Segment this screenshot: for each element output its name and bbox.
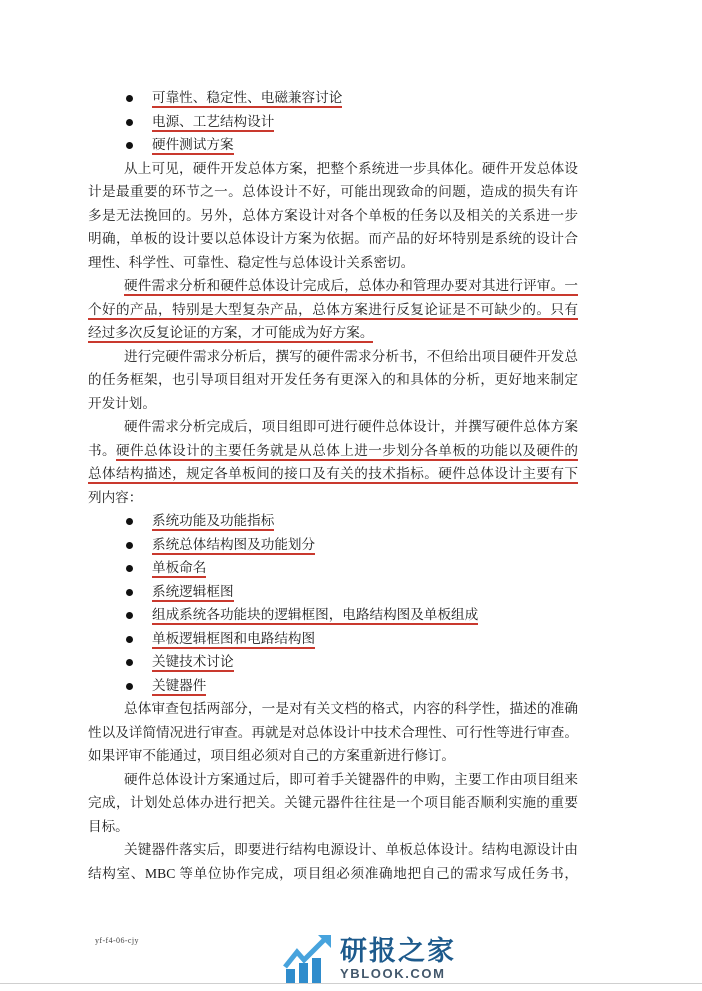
brand-logo bbox=[283, 934, 456, 983]
text-line bbox=[88, 462, 578, 486]
document-code: yf-f4-06-cjy bbox=[95, 936, 139, 945]
brand-domain: YBLOOK.COM bbox=[340, 965, 446, 981]
text-segment: 明确，单板的设计要以总体设计方案为依据。而产品的好坏特别是系统的设计合 bbox=[88, 231, 578, 246]
bullet-text: 关键技术讨论 bbox=[152, 654, 234, 672]
bullet-text: 电源、工艺结构设计 bbox=[152, 114, 274, 132]
text-line bbox=[88, 368, 578, 392]
text-line bbox=[88, 157, 578, 181]
text-line bbox=[88, 251, 578, 275]
text-segment: 总体结构描述，规定各单板间的接口及有关的技术指标。硬件总体设计主要有下 bbox=[88, 466, 578, 484]
text-segment: 开发计划。 bbox=[88, 395, 156, 411]
text-segment: 计是最重要的环节之一。总体设计不好，可能出现致命的问题，造成的损失有许 bbox=[88, 184, 578, 199]
text-segment: 硬件总体设计方案通过后，即可着手关键器件的申购，主要工作由项目组来 bbox=[124, 771, 578, 787]
text-line bbox=[88, 415, 578, 439]
bullet-text: 硬件测试方案 bbox=[152, 137, 234, 155]
text-line bbox=[88, 439, 578, 463]
text-line bbox=[88, 721, 578, 745]
text-line bbox=[88, 227, 578, 251]
bar-chart-arrow-icon bbox=[283, 934, 333, 983]
text-segment: 关键器件落实后，即要进行结构电源设计、单板总体设计。结构电源设计由 bbox=[124, 842, 578, 857]
bullet-text: 可靠性、稳定性、电磁兼容讨论 bbox=[152, 90, 342, 108]
text-line bbox=[88, 298, 578, 322]
brand-name: 研报之家 bbox=[340, 935, 456, 966]
text-segment: 总体审查包括两部分，一是对有关文档的格式，内容的科学性，描述的准确 bbox=[124, 701, 578, 716]
bullet-icon bbox=[126, 659, 133, 666]
text-line bbox=[88, 345, 578, 369]
bullet-text: 系统功能及功能指标 bbox=[152, 513, 274, 531]
text-line bbox=[88, 274, 578, 298]
text-segment: 多是无法挽回的。另外，总体方案设计对各个单板的任务以及相关的关系进一步 bbox=[88, 207, 578, 223]
bullet-icon bbox=[126, 542, 133, 549]
bullet-icon bbox=[126, 565, 133, 572]
text-segment: 目标。 bbox=[88, 818, 129, 834]
bullet-item bbox=[88, 650, 578, 674]
bullet-text: 系统总体结构图及功能划分 bbox=[152, 537, 315, 555]
bullet-item bbox=[88, 86, 578, 110]
bullet-icon bbox=[126, 142, 133, 149]
text-segment: 的任务框架，也引导项目组对开发任务有更深入的和具体的分析，更好地来制定 bbox=[88, 372, 578, 387]
text-segment: 从上可见，硬件开发总体方案，把整个系统进一步具体化。硬件开发总体设 bbox=[124, 160, 578, 176]
text-segment: 硬件需求分析完成后，项目组即可进行硬件总体设计，并撰写硬件总体方案 bbox=[124, 419, 578, 434]
bullet-text: 组成系统各功能块的逻辑框图，电路结构图及单板组成 bbox=[152, 607, 478, 625]
text-segment: 个好的产品，特别是大型复杂产品，总体方案进行反复论证是不可缺少的。只有 bbox=[88, 302, 578, 320]
text-line bbox=[88, 697, 578, 721]
text-line bbox=[88, 744, 578, 768]
text-line bbox=[88, 180, 578, 204]
text-line bbox=[88, 862, 578, 886]
text-segment: 书。 bbox=[88, 442, 117, 458]
text-line bbox=[88, 838, 578, 862]
bullet-text: 单板命名 bbox=[152, 560, 206, 578]
bullet-item bbox=[88, 110, 578, 134]
text-line bbox=[88, 486, 578, 510]
text-segment: 硬件总体设计的主要任务就是从总体上进一步划分各单板的功能以及硬件的 bbox=[116, 443, 578, 461]
text-line bbox=[88, 815, 578, 839]
bullet-icon bbox=[126, 683, 133, 690]
bullet-item bbox=[88, 533, 578, 557]
bullet-icon bbox=[126, 589, 133, 596]
text-line bbox=[88, 321, 578, 345]
text-line bbox=[88, 768, 578, 792]
text-segment: 经过多次反复论证的方案，才可能成为好方案。 bbox=[88, 325, 373, 343]
bullet-icon bbox=[126, 612, 133, 619]
text-segment: 硬件需求分析和硬件总体设计完成后，总体办和管理办要对其进行评审。一 bbox=[124, 278, 578, 296]
bullet-item bbox=[88, 674, 578, 698]
bullet-icon bbox=[126, 636, 133, 643]
text-segment: 性以及详简情况进行审查。再就是对总体设计中技术合理性、可行性等进行审查。 bbox=[88, 724, 578, 740]
text-segment: 如果评审不能通过，项目组必须对自己的方案重新进行修订。 bbox=[88, 748, 456, 763]
bullet-item bbox=[88, 133, 578, 157]
bullet-icon bbox=[126, 95, 133, 102]
text-line bbox=[88, 392, 578, 416]
bullet-icon bbox=[126, 518, 133, 525]
text-segment: 列内容： bbox=[88, 489, 143, 505]
bullet-icon bbox=[126, 119, 133, 126]
text-segment: 理性、科学性、可靠性、稳定性与总体设计关系密切。 bbox=[88, 254, 415, 270]
bullet-item bbox=[88, 627, 578, 651]
text-segment: 结构室、MBC 等单位协作完成，项目组必须准确地把自己的需求写成任务书， bbox=[88, 865, 578, 881]
bullet-item bbox=[88, 509, 578, 533]
brand-text bbox=[340, 937, 456, 981]
text-line bbox=[88, 204, 578, 228]
bullet-item bbox=[88, 556, 578, 580]
bullet-item bbox=[88, 580, 578, 604]
bullet-item bbox=[88, 603, 578, 627]
bullet-text: 单板逻辑框图和电路结构图 bbox=[152, 631, 315, 649]
document-body bbox=[88, 86, 578, 885]
bottom-divider bbox=[0, 983, 702, 984]
text-segment: 进行完硬件需求分析后，撰写的硬件需求分析书，不但给出项目硬件开发总 bbox=[124, 348, 578, 364]
text-segment: 完成，计划处总体办进行把关。关键元器件往往是一个项目能否顺利实施的重要 bbox=[88, 795, 578, 810]
bullet-text: 系统逻辑框图 bbox=[152, 584, 234, 602]
text-line bbox=[88, 791, 578, 815]
bullet-text: 关键器件 bbox=[152, 678, 206, 696]
